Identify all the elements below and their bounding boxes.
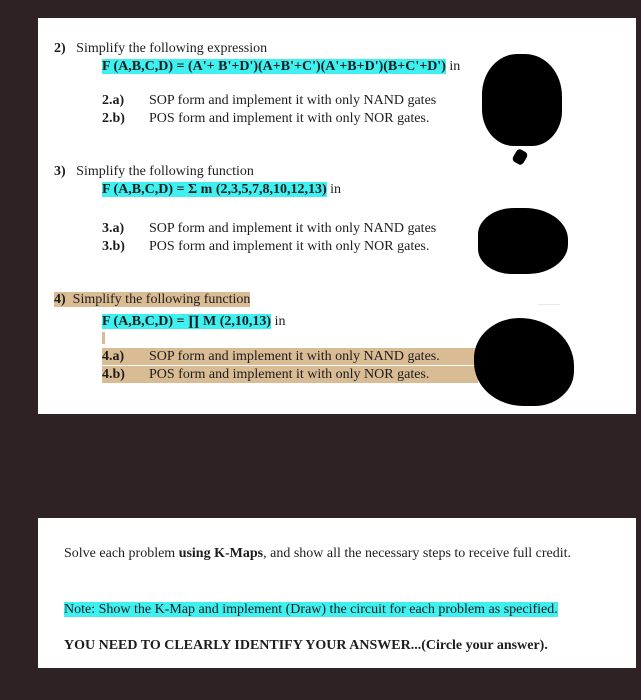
q4a-line (102, 348, 478, 365)
instructions-warning: YOU NEED TO CLEARLY IDENTIFY YOUR ANSWER...(Circle your answer). (64, 638, 548, 653)
instructions-page (38, 518, 636, 668)
q2-prompt: Simplify the following expression (76, 41, 268, 56)
intro-bold: using K-Maps (178, 546, 264, 561)
q3-expression-line (102, 181, 341, 198)
q3-tail: in (330, 182, 342, 197)
q3a-line (102, 220, 437, 237)
q3-number: 3) (54, 164, 66, 179)
q3b-line (102, 238, 430, 255)
q3b-label: 3.b) (102, 239, 125, 254)
q4b-label: 4.b) (102, 367, 125, 382)
q4b-text: POS form and implement it with only NOR gates. (149, 367, 430, 382)
q2b-line (102, 110, 430, 127)
q4-number: 4) (54, 292, 66, 307)
q4-expression-line (102, 313, 285, 330)
q4-header (54, 291, 250, 308)
instructions-note-line (64, 600, 558, 619)
q2-expression-line (102, 58, 460, 75)
q2-expression: F (A,B,C,D) = (A'+ B'+D')(A+B'+C')(A'+B+D')(B+C'+D') (102, 59, 446, 74)
q2a-line (102, 92, 437, 109)
q4a-label: 4.a) (102, 349, 125, 364)
redaction-blob-1 (482, 54, 562, 146)
q2b-text: POS form and implement it with only NOR gates. (149, 111, 430, 126)
q4-expression: F (A,B,C,D) = ∏ M (2,10,13) (102, 314, 272, 329)
q3a-text: SOP form and implement it with only NAND gates (149, 221, 437, 236)
tan-cursor-mark (102, 332, 105, 344)
redaction-blob-2 (478, 208, 568, 274)
intro-post: , and show all the necessary steps to receive full credit. (263, 546, 571, 561)
instructions-note: Note: Show the K-Map and implement (Draw) the circuit for each problem as specified. (64, 602, 558, 617)
q3-prompt: Simplify the following function (76, 164, 254, 179)
intro-pre: Solve each problem (64, 546, 179, 561)
q4b-line (102, 366, 478, 383)
q4-tail: in (274, 314, 286, 329)
q3b-text: POS form and implement it with only NOR gates. (149, 239, 430, 254)
redaction-mark (511, 148, 528, 166)
q2-header (54, 40, 267, 57)
q4-prompt: Simplify the following function (72, 292, 251, 307)
question-page (38, 18, 636, 414)
q3-header (54, 163, 254, 180)
faint-mark (538, 304, 560, 305)
q4a-text: SOP form and implement it with only NAND gates. (149, 349, 440, 364)
q2b-label: 2.b) (102, 111, 125, 126)
q3a-label: 3.a) (102, 221, 125, 236)
q2-tail: in (449, 59, 461, 74)
q2a-text: SOP form and implement it with only NAND gates (149, 93, 437, 108)
q2-number: 2) (54, 41, 66, 56)
q2a-label: 2.a) (102, 93, 125, 108)
instructions-intro (64, 544, 604, 563)
q3-expression: F (A,B,C,D) = Σ m (2,3,5,7,8,10,12,13) (102, 182, 327, 197)
redaction-blob-3 (474, 318, 574, 406)
